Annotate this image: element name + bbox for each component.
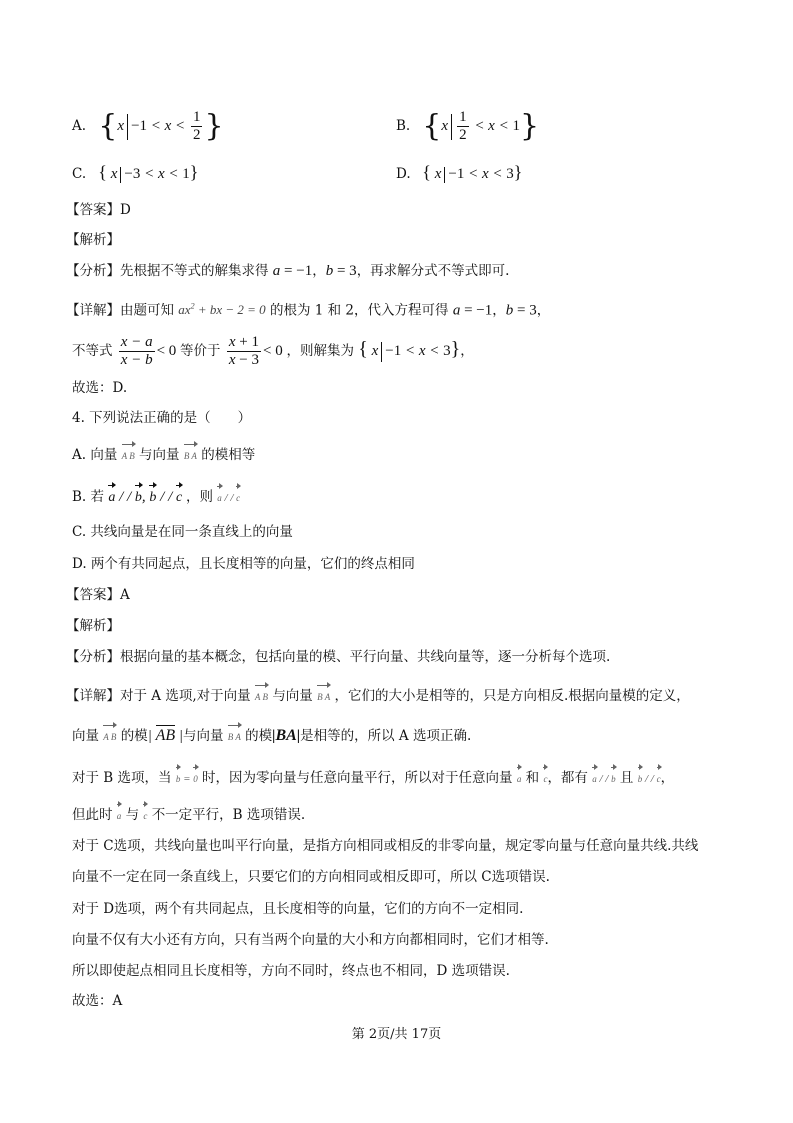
- analysis-tag: 【解析】: [66, 232, 120, 248]
- xj-a1-pre: 对于 A 选项,对于向量: [120, 688, 251, 704]
- q4-xiangjie-b2: [72, 803, 305, 826]
- xj-b1-mid3: ，都有: [547, 770, 588, 786]
- param-a: a = −1: [452, 302, 493, 319]
- fenxi-tag: 【分析】: [66, 649, 120, 665]
- q4-xiangjie-b1: [72, 766, 674, 789]
- vector-ba: B A: [317, 684, 330, 707]
- q4-option-a-pre: A. 向量: [72, 447, 118, 463]
- q4-stem: 4. 下列说法正确的是（ ）: [72, 410, 252, 426]
- option-label: B.: [396, 117, 411, 134]
- a-parallel-b: a / / b: [592, 773, 615, 785]
- xj-b2-pre: 但此时: [72, 807, 113, 823]
- xiangjie-tag: 【详解】: [66, 302, 120, 319]
- xj-b1-mid2: 和: [525, 770, 540, 786]
- vector-c: c: [543, 766, 547, 789]
- quadratic-equation: $ax^2$ + bx − 2 = 0: [178, 302, 266, 318]
- vector-ba: B A: [184, 443, 197, 466]
- xiangjie-text: 由题可知: [120, 302, 174, 319]
- xj-a2-mid2: 与向量: [182, 728, 224, 744]
- xiangjie-tag: 【详解】: [66, 688, 120, 704]
- xiangjie-text-2: 的根为 1 和 2，代入方程可得: [269, 302, 449, 319]
- analysis-heading: [66, 230, 120, 250]
- q4-conclusion: 故选：A: [72, 993, 123, 1009]
- option-label: D.: [396, 166, 411, 182]
- q4-answer-line: [66, 585, 130, 605]
- vector-ab: A B: [122, 443, 135, 466]
- vector-ab: A B: [103, 724, 116, 747]
- q4-option-c: C. 共线向量是在同一条直线上的向量: [72, 524, 293, 540]
- q4-xiangjie-a2: [72, 724, 471, 747]
- answer-line: [66, 200, 131, 220]
- xiangjie-line: 【详解】由题可知 $ax^2$ + bx − 2 = 0 的根为 1 和 2，代入方程可得 a = −1，b = 3，: [66, 302, 551, 319]
- analysis-tag: 【解析】: [66, 618, 120, 634]
- option-c: [72, 162, 198, 184]
- option-d: [396, 162, 522, 184]
- q4-analysis-heading: [66, 616, 120, 636]
- xj-b1-mid1: 时，因为零向量与任意向量平行，所以对于任意向量: [202, 770, 513, 786]
- q4-option-a-post: 的模相等: [201, 447, 256, 463]
- fenxi-line: 【分析】先根据不等式的解集求得 a = −1，b = 3，再求解分式不等式即可.: [66, 263, 510, 279]
- option-b: [396, 109, 539, 144]
- answer-tag: 【答案】: [66, 202, 120, 218]
- vector-ba: B A: [228, 724, 241, 747]
- q4-option-a: [72, 443, 255, 466]
- param-values: a = −1: [272, 263, 313, 279]
- step-text: 不等式: [72, 342, 113, 359]
- xj-a2-post: 是相等的，所以 A 选项正确.: [300, 728, 472, 744]
- step-text-3: ，则解集为: [286, 342, 354, 359]
- xj-b1-post: ，: [660, 770, 675, 786]
- xj-a2-mid3: 的模: [245, 728, 273, 744]
- xj-a2-pre: 向量: [72, 728, 99, 744]
- answer-value: A: [120, 587, 130, 603]
- q4-option-b-pre: B. 若: [72, 489, 105, 505]
- answer-tag: 【答案】: [66, 587, 120, 603]
- xj-a1-post: ，它们的大小是相等的，只是方向相反.根据向量模的定义，: [334, 688, 690, 704]
- page-footer: 第 2页/共 17页: [351, 1027, 442, 1042]
- modulus-ab: | AB |: [147, 727, 183, 744]
- q4-option-b-post: ，则: [185, 489, 213, 505]
- option-label: A.: [72, 117, 87, 134]
- parallel-conclusion: a / / c: [217, 492, 240, 504]
- answer-value: D: [120, 202, 131, 218]
- xj-a2-mid1: 的模: [120, 728, 148, 744]
- q3-conclusion: 故选：D.: [72, 380, 128, 396]
- xj-b2-post: 不一定平行，B 选项错误.: [151, 807, 306, 823]
- q4-xiangjie-d3: 所以即使起点相同且长度相等，方向不同时，终点也不相同，D 选项错误.: [72, 963, 510, 979]
- xj-b1-pre: 对于 B 选项，当: [72, 770, 172, 786]
- q4-option-d: D. 两个有共同起点，且长度相等的向量，它们的终点相同: [72, 556, 415, 572]
- solution-set: { x −1 < x < 3}: [358, 337, 461, 360]
- set-expression-b: {x $\frac{1}{2}$ < x < 1}: [422, 108, 540, 144]
- param-b: b = 3: [325, 263, 357, 279]
- parallel-condition: a / / b, b / / c: [108, 489, 186, 505]
- zero-vector-condition: b = 0: [176, 773, 198, 785]
- q4-xiangjie-c2: 向量不一定在同一条直线上，只要它们的方向相同或相反即可，所以 C选项错误.: [72, 869, 550, 885]
- step-text-2: 等价于: [180, 342, 221, 359]
- option-label: C.: [72, 166, 87, 182]
- q4-fenxi-line: [66, 647, 610, 667]
- q4-xiangjie-c1: 对于 C选项，共线向量也叫平行向量，是指方向相同或相反的非零向量，规定零向量与任意向量共线.共线: [72, 838, 699, 854]
- set-expression-c: { x −3 < x < 1}: [98, 162, 199, 182]
- vector-a: a: [517, 766, 522, 789]
- vector-c: c: [143, 803, 147, 826]
- inequality-line: 不等式 $\frac{x - a}{x - b}$ < 0 等价于 $\frac{x + 1}{x - 3}$ < 0 ，则解集为 { x −1 < x < 3}，: [72, 334, 474, 368]
- vector-a: a: [117, 803, 122, 826]
- option-a: [72, 109, 224, 144]
- xj-a1-mid: 与向量: [272, 688, 313, 704]
- xj-b1-mid4: 且: [619, 770, 634, 786]
- fraction-inequality-2: $\frac{x + 1}{x - 3}$ < 0: [228, 334, 283, 368]
- fenxi-text: 根据向量的基本概念，包括向量的模、平行向量、共线向量等，逐一分析每个选项.: [120, 649, 611, 665]
- fraction-inequality-1: $\frac{x - a}{x - b}$ < 0: [120, 334, 177, 368]
- set-expression-a: {x −1 < x < $\frac{1}{2}$ }: [98, 108, 224, 144]
- set-expression-d: { x −1 < x < 3}: [422, 162, 523, 182]
- fenxi-text: 先根据不等式的解集求得: [120, 263, 269, 279]
- b-parallel-c: b / / c: [638, 773, 661, 785]
- fenxi-tag: 【分析】: [66, 263, 120, 279]
- q4-option-a-mid: 与向量: [139, 447, 180, 463]
- q4-xiangjie-a1: [66, 684, 690, 707]
- fenxi-text-end: ，再求解分式不等式即可.: [356, 263, 510, 279]
- vector-ab: A B: [255, 684, 268, 707]
- q4-xiangjie-d1: 对于 D选项，两个有共同起点，且长度相等的向量，它们的方向不一定相同.: [72, 901, 524, 917]
- xj-b2-mid: 与: [125, 807, 140, 823]
- param-b2: b = 3: [505, 302, 537, 319]
- q4-xiangjie-d2: 向量不仅有大小还有方向，只有当两个向量的大小和方向都相同时，它们才相等.: [72, 932, 549, 948]
- modulus-ba: |BA|: [272, 727, 301, 744]
- q4-option-b: [72, 484, 240, 508]
